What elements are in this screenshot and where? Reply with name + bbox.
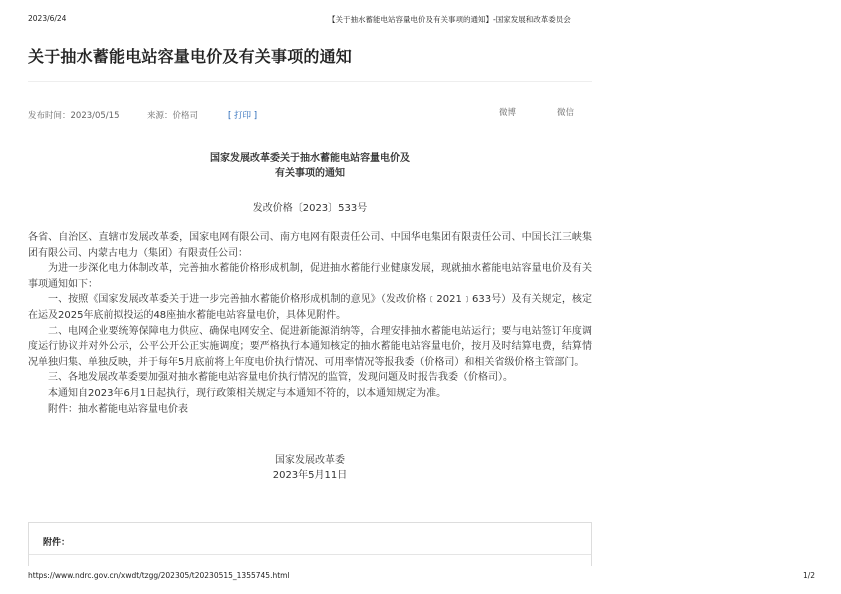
paragraph-intro: 为进一步深化电力体制改革，完善抽水蓄能价格形成机制，促进抽水蓄能行业健康发展，现就抽水蓄能电站容量电价及有关事项通知如下：	[28, 263, 592, 290]
document-body	[28, 230, 592, 417]
paragraph-2: 二、电网企业要统筹保障电力供应、确保电网安全、促进新能源消纳等，合理安排抽水蓄能电站运行；要与电站签订年度调度运行协议并对外公示，公平公开公正实施调度；要严格执行本通知核定的抽水蓄能电站容量电价，按月及时结算电费，结算情况单独归集、单独反映，并于每年5月底前将上年度电价执行情况、可用率情况等报我委（价格司）和相关省级价格主管部门。	[28, 325, 592, 368]
attachment-label: 附件：	[43, 538, 71, 548]
print-link[interactable]: [ 打印 ]	[228, 111, 258, 121]
publish-time: 发布时间：2023/05/15	[28, 111, 120, 121]
paragraph-1: 一、按照《国家发展改革委关于进一步完善抽水蓄能价格形成机制的意见》（发改价格﹝2021﹞633号）及有关规定，核定在运及2025年底前拟投运的48座抽水蓄能电站容量电价，具体见附件。	[28, 294, 592, 321]
print-page-title: 【关于抽水蓄能电站容量电价及有关事项的通知】-国家发展和改革委员会	[328, 15, 571, 24]
addressees: 各省、自治区、直辖市发展改革委，国家电网有限公司、南方电网有限责任公司、中国华电集团有限责任公司、中国长江三峡集团有限公司、内蒙古电力（集团）有限责任公司：	[28, 232, 592, 259]
signature-date: 2023年5月11日	[272, 470, 348, 481]
paragraph-effective: 本通知自2023年6月1日起执行，现行政策相关规定与本通知不符的，以本通知规定为准。	[48, 387, 447, 399]
signature-org: 国家发展改革委	[275, 455, 345, 466]
print-footer-url: https://www.ndrc.gov.cn/xwdt/tzgg/202305/t20230515_1355745.html	[28, 571, 290, 580]
document-heading-line2: 有关事项的通知	[275, 168, 345, 179]
paragraph-3: 三、各地发展改革委要加强对抽水蓄能电站容量电价执行情况的监管，发现问题及时报告我委（价格司）。	[48, 372, 513, 384]
document-number: 发改价格〔2023〕533号	[252, 203, 368, 214]
share-weibo-link[interactable]: 微博	[499, 108, 517, 118]
document-heading	[28, 151, 592, 181]
print-date: 2023/6/24	[28, 14, 67, 23]
title-divider	[28, 81, 592, 82]
print-footer-page-number: 1/2	[803, 571, 816, 580]
page-title: 关于抽水蓄能电站容量电价及有关事项的通知	[28, 47, 353, 66]
attachment-divider	[29, 554, 591, 555]
paragraph-attachment: 附件：抽水蓄能电站容量电价表	[48, 403, 188, 415]
document-heading-line1: 国家发展改革委关于抽水蓄能电站容量电价及	[210, 153, 410, 164]
share-wechat-link[interactable]: 微信	[557, 108, 575, 118]
source: 来源：价格司	[147, 111, 199, 121]
